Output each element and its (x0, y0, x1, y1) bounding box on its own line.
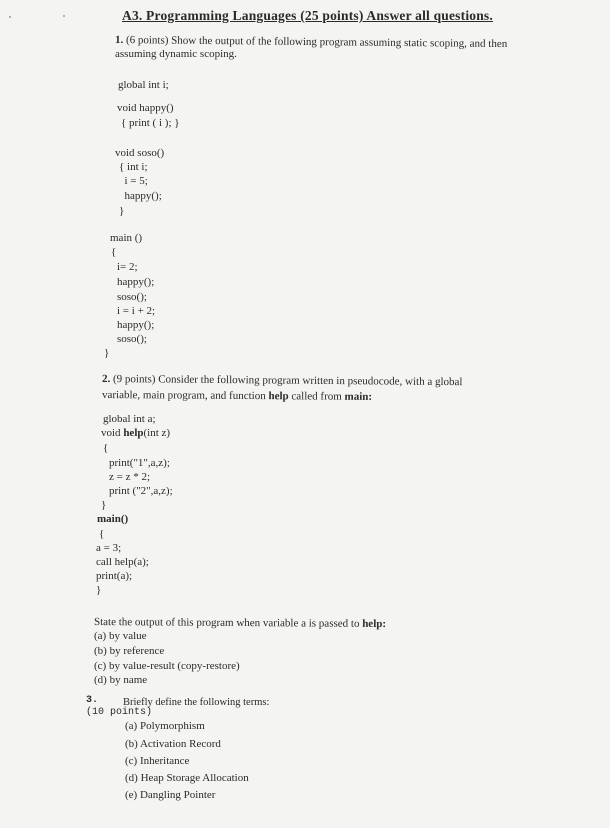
q2-help-sig-name: help (123, 427, 144, 439)
q2-help-line: z = z * 2; (109, 471, 151, 483)
q1-main-line: i= 2; (117, 261, 138, 273)
q1-soso-line: i = 5; (119, 175, 148, 187)
page-title (122, 8, 493, 24)
q1-prompt-line1: (6 points) Show the output of the following program assuming static scoping, and then (125, 34, 508, 51)
q2-main-line: call help(a); (96, 556, 149, 568)
q1-main-line: happy(); (117, 276, 155, 288)
q1-number: 1. (114, 34, 124, 47)
q2-prompt-help: help (268, 390, 289, 403)
q2-help-sig-text: void (101, 427, 124, 439)
q3-term: (b) Activation Record (125, 738, 221, 750)
q2-help-signature (101, 426, 170, 441)
q2-prompt-line1: (9 points) Consider the following program written in pseudocode, with a global (112, 373, 463, 389)
q2-number: 2. (101, 373, 111, 386)
q1-soso-line: { int i; (119, 161, 148, 173)
q2-help-line: print("1",a,z); (109, 457, 170, 469)
q2-main-close: } (96, 584, 102, 596)
q2-main-open: { (99, 528, 105, 540)
q1-happy-signature: void happy() (117, 102, 174, 114)
q1-main-close: } (104, 347, 110, 359)
q3-number: 3. (86, 695, 99, 706)
q2-option: (b) by reference (94, 645, 165, 657)
q2-main-signature: main() (97, 513, 129, 525)
q2-state-text: State the output of this program when variable a is passed to (93, 616, 363, 630)
q1-happy-body: { print ( i ); } (121, 117, 180, 129)
q2-prompt (102, 372, 463, 389)
q3-prompt: Briefly define the following terms: (123, 697, 270, 708)
q2-main-line: a = 3; (96, 542, 122, 554)
scan-speck (63, 15, 65, 17)
q1-soso-line: } (119, 205, 125, 217)
q2-state-help: help: (362, 617, 387, 631)
q3-term: (d) Heap Storage Allocation (125, 772, 249, 784)
q1-main-line: i = i + 2; (117, 305, 156, 317)
q3-points: (10 points) (86, 707, 153, 718)
q2-option: (c) by value-result (copy-restore) (94, 660, 240, 672)
q1-main-open: { (111, 246, 117, 258)
q1-main-line: soso(); (117, 333, 147, 345)
q2-main-line: print(a); (96, 570, 133, 582)
q2-option: (d) by name (94, 674, 148, 686)
q2-option: (a) by value (94, 630, 147, 642)
q1-global-decl: global int i; (118, 79, 169, 91)
q2-help-line: print ("2",a,z); (109, 485, 173, 497)
q1-main-signature: main () (110, 232, 143, 244)
q2-prompt-text: called from (288, 390, 345, 403)
q1-main-line: happy(); (117, 319, 155, 331)
q1-main-line: soso(); (117, 291, 147, 303)
q2-help-open: { (103, 442, 109, 454)
q1-soso-line: happy(); (119, 190, 162, 202)
q3-term: (c) Inheritance (125, 755, 190, 767)
title-text: A3. Programming Languages (25 points) Answer all questions. (122, 8, 493, 23)
q1-soso-signature: void soso() (115, 147, 165, 159)
q3-term: (a) Polymorphism (125, 720, 205, 732)
scan-speck (9, 16, 11, 18)
q2-prompt-text: variable, main program, and function (101, 389, 269, 403)
q1-prompt-line2: assuming dynamic scoping. (115, 48, 237, 60)
q2-global-decl: global int a; (103, 413, 156, 425)
q3-term: (e) Dangling Pointer (125, 789, 216, 801)
q2-help-close: } (101, 499, 107, 511)
q2-help-sig-text: (int z) (143, 427, 171, 439)
q2-prompt-main: main: (344, 390, 373, 403)
q2-prompt-line2 (102, 388, 372, 404)
